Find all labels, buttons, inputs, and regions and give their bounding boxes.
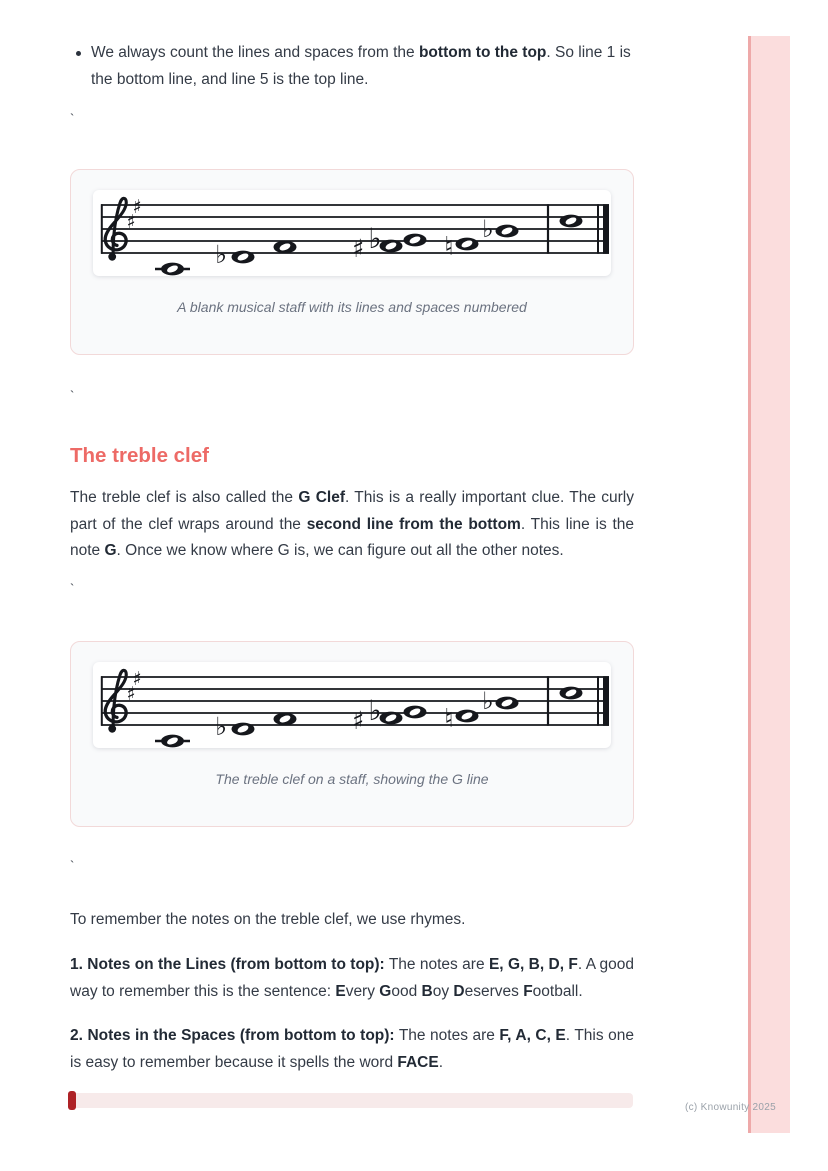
- staff-image: [93, 190, 611, 276]
- figure-staff-1: [70, 169, 634, 355]
- document-page: [70, 0, 634, 1108]
- figure-caption: The treble clef on a staff, showing the G line: [215, 770, 489, 787]
- staff-image: [93, 662, 611, 748]
- bullet-text: We always count the lines and spaces from the bottom to the top. So line 1 is the bottom line, and line 5 is the top line.: [91, 44, 631, 88]
- stray-backtick: `: [70, 388, 75, 403]
- stray-backtick: `: [70, 857, 75, 873]
- cutoff-callout-strip: [70, 1093, 633, 1108]
- figure-staff-2: [70, 641, 634, 827]
- stray-backtick: `: [70, 580, 75, 596]
- page-edge-pink-bar: [748, 36, 790, 1133]
- watermark: (c) Knowunity 2025: [684, 1102, 776, 1113]
- stray-backtick: `: [70, 111, 75, 126]
- figure-caption: A blank musical staff with its lines and spaces numbered: [177, 299, 527, 315]
- bullet-marker: [76, 51, 81, 56]
- callout-red-cap: [68, 1091, 76, 1110]
- notes-on-lines-paragraph: 1. Notes on the Lines (from bottom to top): The notes are E, G, B, D, F. A good way to remember this is the sentence: Every Good Boy Deserves Football.: [70, 956, 635, 1000]
- intro-paragraph: The treble clef is also called the G Clef. This is a really important clue. The curly part of the clef wraps around the second line from the bottom. This line is the note G. Once we know where G is, we can figure out all the other notes.: [70, 489, 635, 559]
- staff-svg: [93, 662, 611, 748]
- rhymes-line: To remember the notes on the treble clef, we use rhymes.: [70, 910, 466, 928]
- bullet-item: [70, 40, 634, 93]
- section-heading: The treble clef: [70, 444, 209, 467]
- staff-svg: [93, 190, 611, 276]
- notes-in-spaces-paragraph: 2. Notes in the Spaces (from bottom to top): The notes are F, A, C, E. This one is easy to remember because it spells the word FACE.: [70, 1027, 634, 1071]
